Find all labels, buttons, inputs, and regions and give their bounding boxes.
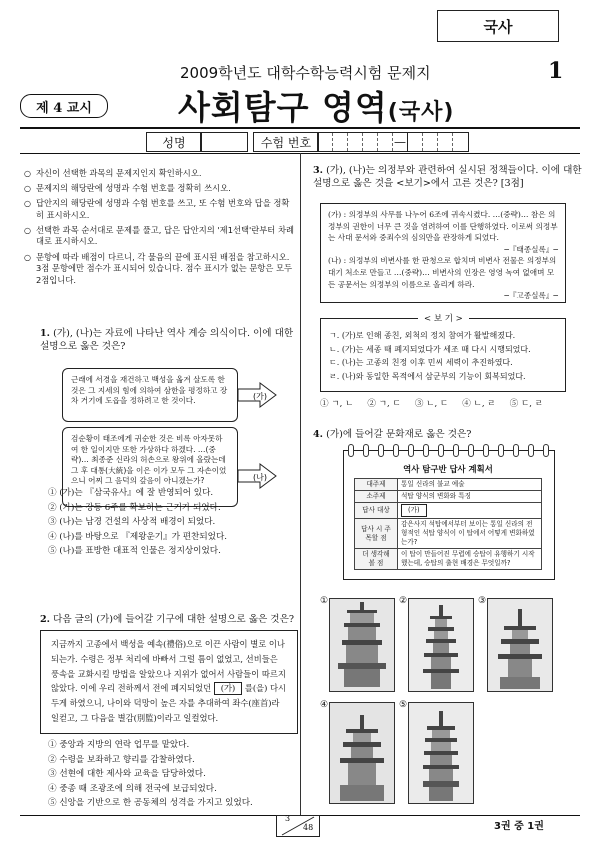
instruction-item: ○ 자신이 선택한 과목의 문제지인지 확인하시오. [24,168,296,180]
q3-choices [320,397,580,409]
label-b: (나) [253,473,267,482]
q2-passage-part2: 를(을) 다시 두게 하였으니, 나이와 덕망이 높은 자를 추대하여 좌수(座首)라 일컫고, 그 다음을 별감(別監)이라고 일컬었다. [51,683,287,723]
pagoda-image [409,703,473,803]
pagoda-photo-4[interactable] [329,702,395,804]
instruction-item: ○ 선택한 과목 순서대로 문제를 풀고, 답은 답안지의 '제1선택'란부터 차례대로 표시하시오. [24,225,296,248]
table-row [355,503,542,519]
q3-passage-a: (가) : 의정부의 사무를 나누어 6조에 귀속시켰다. …(중략)… 참은 의정부의 권한이 너무 큰 것을 염려하여 이를 단행하였다. 이로써 의정부는 사대 문서와 중죄수의 심의만을 관장하게 되었다. [328,210,558,243]
question-stem: (가), (나)는 의정부와 관련하여 실시된 정책들이다. 이에 대한 설명으로 옳은 것을 <보기>에서 고른 것은? [3점] [313,165,582,189]
q2-blank: (가) [214,682,243,695]
period-badge: 제 4 교시 [20,94,108,118]
bogi-item: ㄱ. (가)로 인해 종친, 외척의 정치 참여가 활발해졌다. [329,331,516,340]
subject-title-main: 사회탐구 영역 [178,88,388,127]
page-number: 1 [548,58,564,84]
bogi-item: ㄴ. (가)는 세종 때 폐지되었다가 세조 때 다시 시행되었다. [329,344,531,354]
q3-passage-b: (나) : 의정부의 비변사를 한 판청으로 합치며 비변사 전물은 의정부의 대기 처소로 만들고 …(중략)… 비변사의 인장은 영영 녹여 없애며 모든 공문서는 의정부의 이름으로 올리게 하라. [328,256,557,289]
bogi-label: < 보 기 > [418,312,469,324]
question-3 [313,164,583,190]
exam-number-field[interactable] [317,132,469,152]
photo-number[interactable]: ⑤ [399,700,408,710]
choice-option[interactable]: ④ (나)를 바탕으로 『제왕운기』가 편찬되었다. [48,531,227,542]
question-number: 3. [313,165,324,176]
question-number: 1. [40,328,51,339]
choice-option[interactable]: ④ 중종 때 조광조에 의해 전국에 보급되었다. [48,783,217,794]
page-total: 48 [303,823,314,832]
choice-option[interactable]: ③ 선현에 대한 제사와 교육을 담당하였다. [48,769,206,780]
pagoda-image [488,599,552,691]
table-row [355,549,542,570]
q3-source-a: ─『태종실록』─ [504,244,558,254]
row-value [398,503,542,519]
exam-number-label: 수험 번호 [253,132,319,152]
question-4 [313,428,583,441]
q2-passage-part1: 지금까지 고종에서 백성을 예속(禮俗)으로 이끈 사람이 별로 이나 되는가. 수령은 정부 처리에 바빠서 그럴 틈이 없었고, 선비들은 풍속을 교화시킬 방법을 알았으나 지위가 없어서 사람들이 따르지 않았다. 이에 우리 전하께서 전에 폐지되었던 [51,639,286,694]
instruction-item: ○ 답안지의 해당란에 성명과 수험 번호를 쓰고, 또 수험 번호와 답을 정확히 표시하시오. [24,198,296,221]
row-key: 대주제 [355,479,398,491]
question-number: 4. [313,429,324,440]
bogi-item: ㄷ. (나)는 고종의 친정 이후 민씨 세력이 추진하였다. [329,358,513,368]
volume-indicator: 3권 중 1권 [494,821,544,832]
choice-option[interactable]: ③ ㄴ, ㄷ [414,399,449,409]
scroll-passage-b: 검순황이 태조에게 귀순한 것은 비록 아자못하여 한 일이지만 또한 가상하다 하겠다. …(중략)… 최종준 신라의 허손으로 왕위에 올랐는데 그 후 대통(大統)을 이은 이가 모두 그 자손이었으니 어찌 그 음덕의 갚음이 아니겠는가? [62,427,238,507]
instruction-item: ○ 문제지의 해당란에 성명과 수험 번호를 정확히 쓰시오. [24,183,296,195]
q2-choices [48,738,298,811]
photo-number[interactable]: ② [399,596,408,606]
row-value: 석탑 양식의 변화와 특징 [398,491,542,503]
exam-title: 2009학년도 대학수학능력시험 문제지 [180,64,431,82]
question-stem: (가)에 들어갈 문화재로 옳은 것은? [326,429,472,440]
header-rule [20,127,580,129]
row-key: 더 생각해 볼 점 [355,549,398,570]
plan-table [354,478,542,570]
subject-tab: 국사 [437,10,559,42]
bogi-box [320,318,566,392]
pagoda-image [330,703,394,803]
choice-option[interactable]: ② (가)는 강동 6주를 확보하는 근거가 되었다. [48,502,221,513]
q1-choices [48,486,298,559]
q3-source-b: ─『고종실록』─ [504,291,558,301]
page-indicator [276,815,320,837]
pagoda-photo-1[interactable] [329,598,395,692]
table-row [355,479,542,491]
table-row [355,519,542,549]
table-row [355,491,542,503]
row-value: 감은사지 석탑에서부터 보이는 통일 신라의 전형적인 석탑 양식이 이 탑에서 어떻게 변화하였는가? [398,519,542,549]
q3-passage [320,203,566,303]
page-current: 3 [285,814,291,823]
column-divider [300,153,301,815]
instructions [24,168,296,290]
notebook-rings [343,444,553,456]
pagoda-photo-2[interactable] [408,598,474,692]
question-1 [40,327,295,353]
photo-number[interactable]: ① [320,596,329,606]
choice-option[interactable]: ⑤ (나)를 표방한 대표적 인물은 정지상이었다. [48,546,221,557]
exam-number-dash: — [394,135,406,149]
pagoda-photo-3[interactable] [487,598,553,692]
notebook-title: 역사 탐구반 답사 계획서 [403,464,493,474]
name-field[interactable] [200,132,248,152]
choice-option[interactable]: ④ ㄴ, ㄹ [462,399,496,409]
choice-option[interactable]: ② ㄱ, ㄷ [367,399,401,409]
pagoda-image [409,599,473,691]
instruction-item: ○ 문항에 따라 배점이 다르니, 각 물음의 끝에 표시된 배점을 참고하시오. 3점 문항에만 점수가 표시되어 있습니다. 점수 표시가 없는 문항은 모두 2점입니다. [24,252,296,287]
subject-title-sub: (국사) [387,100,455,125]
pagoda-image [330,599,394,691]
row-value: 통일 신라의 불교 예술 [398,479,542,491]
label-a: (가) [253,392,267,401]
choice-option[interactable]: ③ (나)는 남경 건설의 사상적 배경이 되었다. [48,517,216,528]
q2-passage [40,630,298,734]
question-2 [40,613,295,626]
choice-option[interactable]: ⑤ 신앙을 기반으로 한 공동체의 성격을 가지고 있었다. [48,798,253,809]
arrow-label-a [238,381,278,409]
name-label: 성명 [146,132,202,152]
subject-title [178,82,454,129]
row-key: 소주제 [355,491,398,503]
q4-blank: (가) [401,504,427,517]
bogi-item: ㄹ. (나)와 동일한 목적에서 삼군부의 기능이 회복되었다. [329,371,526,381]
scroll-passage-a: 근래에 서경을 재건하고 백성을 옮겨 살도록 한 것은 그 지세의 힘에 의하여 삼한을 평정하고 장차 거기에 도읍을 정하려고 한 것이다. [62,368,238,422]
question-number: 2. [40,614,51,625]
photo-number[interactable]: ④ [320,700,329,710]
choice-option[interactable]: ① ㄱ, ㄴ [320,399,354,409]
question-stem: 다음 글의 (가)에 들어갈 기구에 대한 설명으로 옳은 것은? [53,614,294,625]
choice-option[interactable]: ① (가)는 『삼국유사』에 잘 반영되어 있다. [48,488,214,498]
choice-option[interactable]: ⑤ ㄷ, ㄹ [509,399,544,409]
choice-option[interactable]: ① 중앙과 지방의 연락 업무를 맡았다. [48,740,190,750]
row-value: 이 탑이 만들어진 무렵에 승탑이 유행하기 시작했는데, 승탑의 출현 배경은 무엇일까? [398,549,542,570]
choice-option[interactable]: ② 수령을 보좌하고 향리를 감찰하였다. [48,754,195,765]
row-key: 답사 시 주목할 점 [355,519,398,549]
pagoda-photo-5[interactable] [408,702,474,804]
question-stem: (가), (나)는 자료에 나타난 역사 계승 의식이다. 이에 대한 설명으로 옳은 것은? [40,328,294,352]
row-key: 답사 대상 [355,503,398,519]
photo-number[interactable]: ③ [478,596,487,606]
